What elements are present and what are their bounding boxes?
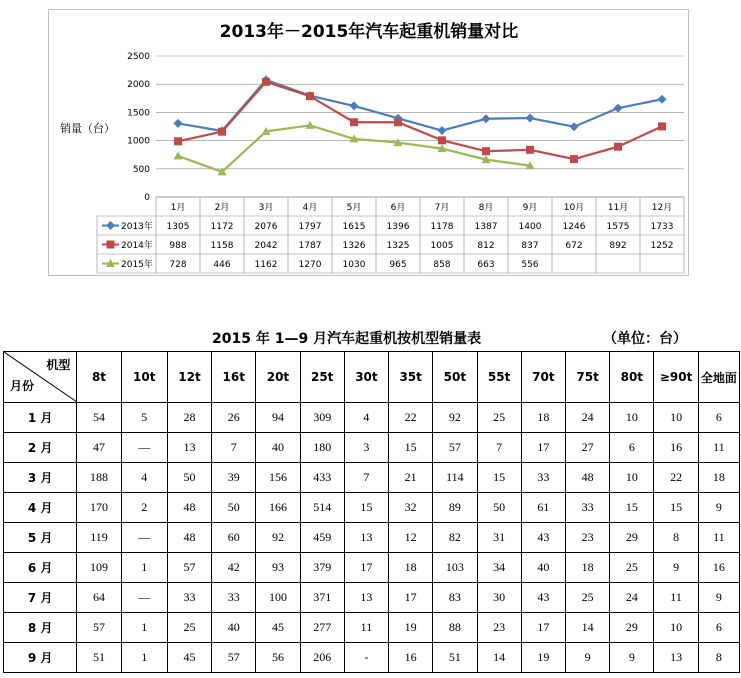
data-point — [482, 114, 491, 123]
table-cell: 18 — [521, 403, 565, 433]
row-month-label: 7 月 — [4, 583, 77, 613]
data-point — [438, 136, 446, 144]
data-label: 1162 — [254, 260, 278, 270]
table-cell: 50 — [212, 493, 256, 523]
corner-model-label: 机型 — [46, 358, 71, 372]
table-cell: 48 — [167, 523, 211, 553]
legend-label: 2013年 — [121, 222, 153, 232]
table-cell: 18 — [698, 463, 739, 493]
data-label: 1246 — [562, 222, 586, 232]
column-header: 12t — [167, 352, 211, 403]
table-cell: 27 — [565, 433, 609, 463]
table-cell: 180 — [300, 433, 344, 463]
data-label: 1797 — [298, 222, 322, 232]
data-point — [438, 126, 447, 135]
data-label: 892 — [609, 241, 627, 251]
table-corner-header — [4, 352, 77, 403]
row-month-label: 1 月 — [4, 403, 77, 433]
table-cell: 43 — [521, 523, 565, 553]
table-cell: 166 — [256, 493, 300, 523]
table-cell: 14 — [477, 643, 521, 673]
x-tick-label: 1月 — [170, 203, 186, 213]
legend-label: 2014年 — [121, 241, 153, 251]
table-cell: 103 — [433, 553, 477, 583]
column-header: 25t — [300, 352, 344, 403]
table-cell: 19 — [521, 643, 565, 673]
table-cell: 6 — [610, 433, 654, 463]
table-cell: 13 — [344, 523, 388, 553]
table-cell: 45 — [256, 613, 300, 643]
table-cell: 4 — [344, 403, 388, 433]
data-label: 1030 — [342, 260, 366, 270]
table-cell: 30 — [477, 583, 521, 613]
data-point — [262, 78, 270, 86]
table-cell: 1 — [121, 613, 167, 643]
data-point — [658, 95, 667, 104]
data-label: 1325 — [386, 241, 410, 251]
data-label: 1178 — [430, 222, 454, 232]
table-cell: 7 — [212, 433, 256, 463]
table-cell: 43 — [521, 583, 565, 613]
table-cell: 25 — [610, 553, 654, 583]
table-cell: 1 — [121, 643, 167, 673]
table-cell: 64 — [77, 583, 121, 613]
x-tick-label: 7月 — [434, 203, 450, 213]
row-month-label: 9 月 — [4, 643, 77, 673]
data-label: 1387 — [474, 222, 498, 232]
table-row — [4, 403, 740, 433]
data-point — [174, 137, 182, 145]
table-cell: 7 — [344, 463, 388, 493]
table-cell: 156 — [256, 463, 300, 493]
x-tick-label: 10月 — [563, 203, 585, 213]
x-tick-label: 5月 — [346, 203, 362, 213]
table-header-row — [4, 352, 740, 403]
table-cell: 4 — [121, 463, 167, 493]
table-cell: 277 — [300, 613, 344, 643]
table-cell: 50 — [167, 463, 211, 493]
model-sales-table — [3, 351, 740, 673]
table-cell: 10 — [610, 403, 654, 433]
table-title: 2015 年 1—9 月汽车起重机按机型销量表 — [212, 331, 482, 347]
table-cell: 92 — [256, 523, 300, 553]
table-cell: 33 — [521, 463, 565, 493]
column-header: 80t — [610, 352, 654, 403]
table-cell: — — [121, 433, 167, 463]
table-row — [4, 583, 740, 613]
table-cell: 11 — [654, 583, 698, 613]
data-label: 1305 — [166, 222, 190, 232]
table-cell: 15 — [477, 463, 521, 493]
table-cell: 57 — [212, 643, 256, 673]
data-label: 837 — [521, 241, 539, 251]
data-label: 1005 — [430, 241, 454, 251]
table-cell: 18 — [565, 553, 609, 583]
table-cell: 60 — [212, 523, 256, 553]
column-header: 10t — [121, 352, 167, 403]
table-cell: 54 — [77, 403, 121, 433]
table-cell: 23 — [477, 613, 521, 643]
data-label: 2042 — [254, 241, 278, 251]
x-tick-label: 8月 — [478, 203, 494, 213]
table-cell: 33 — [212, 583, 256, 613]
table-cell: 433 — [300, 463, 344, 493]
sales-line-chart — [49, 10, 690, 277]
table-cell: 32 — [389, 493, 433, 523]
table-cell: 25 — [565, 583, 609, 613]
table-unit: （单位：台） — [603, 331, 687, 347]
table-row — [4, 433, 740, 463]
data-point — [218, 128, 226, 136]
table-cell: 40 — [521, 553, 565, 583]
column-header: 全地面 — [698, 352, 739, 403]
table-cell: 17 — [521, 433, 565, 463]
table-cell: 31 — [477, 523, 521, 553]
table-cell: 48 — [565, 463, 609, 493]
table-cell: 15 — [654, 493, 698, 523]
data-point — [482, 147, 490, 155]
table-cell: 16 — [389, 643, 433, 673]
y-tick-label: 2500 — [127, 52, 150, 62]
table-cell: 206 — [300, 643, 344, 673]
table-cell: 57 — [77, 613, 121, 643]
table-cell: 9 — [698, 583, 739, 613]
data-label: 1733 — [650, 222, 674, 232]
data-label: 446 — [213, 260, 231, 270]
table-cell: 6 — [698, 403, 739, 433]
table-cell: 51 — [433, 643, 477, 673]
table-row — [4, 613, 740, 643]
table-cell: 21 — [389, 463, 433, 493]
data-point — [174, 119, 183, 128]
data-label: 1396 — [386, 222, 410, 232]
data-label: 1158 — [210, 241, 234, 251]
table-cell: 89 — [433, 493, 477, 523]
data-label: 1575 — [606, 222, 630, 232]
table-cell: 17 — [344, 553, 388, 583]
table-cell: 33 — [565, 493, 609, 523]
table-cell: 22 — [389, 403, 433, 433]
table-cell: 11 — [344, 613, 388, 643]
series-line-0 — [178, 80, 662, 131]
column-header: 75t — [565, 352, 609, 403]
table-cell: 25 — [167, 613, 211, 643]
x-tick-label: 4月 — [302, 203, 318, 213]
table-cell: 93 — [256, 553, 300, 583]
x-tick-label: 2月 — [214, 203, 230, 213]
table-cell: 18 — [389, 553, 433, 583]
table-cell: 25 — [477, 403, 521, 433]
table-cell: 5 — [121, 403, 167, 433]
table-cell: 15 — [610, 493, 654, 523]
table-row — [4, 643, 740, 673]
table-cell: 3 — [344, 433, 388, 463]
table-cell: 6 — [698, 613, 739, 643]
table-cell: 10 — [654, 403, 698, 433]
table-cell: 170 — [77, 493, 121, 523]
data-point — [614, 104, 623, 113]
table-cell: 10 — [610, 463, 654, 493]
table-cell: 16 — [654, 433, 698, 463]
table-cell: 309 — [300, 403, 344, 433]
y-tick-label: 500 — [132, 164, 150, 175]
table-cell: 9 — [654, 553, 698, 583]
data-label: 858 — [433, 260, 451, 270]
table-cell: 42 — [212, 553, 256, 583]
table-cell: 23 — [565, 523, 609, 553]
table-cell: 51 — [77, 643, 121, 673]
row-month-label: 8 月 — [4, 613, 77, 643]
column-header: 20t — [256, 352, 300, 403]
table-cell: 11 — [698, 433, 739, 463]
table-cell: - — [344, 643, 388, 673]
x-tick-label: 12月 — [651, 203, 673, 213]
table-cell: 514 — [300, 493, 344, 523]
chart-container — [48, 9, 689, 276]
table-cell: 88 — [433, 613, 477, 643]
row-month-label: 3 月 — [4, 463, 77, 493]
y-axis-label: 销量（台） — [60, 122, 115, 135]
data-label: 556 — [521, 260, 539, 270]
legend-label: 2015年 — [121, 260, 153, 270]
column-header: 16t — [212, 352, 256, 403]
data-point — [350, 101, 359, 110]
table-cell: 24 — [565, 403, 609, 433]
table-cell: 12 — [389, 523, 433, 553]
data-label: 2076 — [254, 222, 278, 232]
data-label: 728 — [169, 260, 187, 270]
table-cell: — — [121, 523, 167, 553]
table-cell: 114 — [433, 463, 477, 493]
table-cell: 13 — [344, 583, 388, 613]
data-label: 1252 — [650, 241, 674, 251]
y-tick-label: 1000 — [127, 136, 150, 147]
table-cell: 22 — [654, 463, 698, 493]
data-label: 663 — [477, 260, 495, 270]
table-cell: 50 — [477, 493, 521, 523]
corner-month-label: 月份 — [10, 379, 35, 393]
data-label: 965 — [389, 260, 407, 270]
table-cell: 26 — [212, 403, 256, 433]
table-cell: 15 — [389, 433, 433, 463]
table-cell: 16 — [698, 553, 739, 583]
x-tick-label: 3月 — [258, 203, 274, 213]
legend-marker — [106, 221, 115, 230]
table-cell: 94 — [256, 403, 300, 433]
data-label: 672 — [565, 241, 583, 251]
table-cell: 56 — [256, 643, 300, 673]
data-label: 1326 — [342, 241, 366, 251]
table-cell: 17 — [521, 613, 565, 643]
data-point — [350, 118, 358, 126]
table-cell: 119 — [77, 523, 121, 553]
table-cell: 9 — [565, 643, 609, 673]
table-cell: 109 — [77, 553, 121, 583]
table-cell: 83 — [433, 583, 477, 613]
table-cell: 28 — [167, 403, 211, 433]
data-label: 1400 — [518, 222, 542, 232]
x-tick-label: 9月 — [522, 203, 538, 213]
table-cell: 57 — [167, 553, 211, 583]
table-cell: 45 — [167, 643, 211, 673]
table-cell: 8 — [654, 523, 698, 553]
column-header: 70t — [521, 352, 565, 403]
table-cell: 188 — [77, 463, 121, 493]
data-point — [658, 122, 666, 130]
data-point — [174, 151, 183, 159]
table-cell: 19 — [389, 613, 433, 643]
table-cell: 13 — [167, 433, 211, 463]
data-point — [570, 155, 578, 163]
table-cell: 39 — [212, 463, 256, 493]
table-row — [4, 463, 740, 493]
table-cell: 1 — [121, 553, 167, 583]
data-point — [614, 143, 622, 151]
table-row — [4, 493, 740, 523]
data-point — [526, 146, 534, 154]
data-point — [394, 118, 402, 126]
x-tick-label: 6月 — [390, 203, 406, 213]
table-cell: 57 — [433, 433, 477, 463]
table-cell: 33 — [167, 583, 211, 613]
column-header: 50t — [433, 352, 477, 403]
chart-title: 2013年－2015年汽车起重机销量对比 — [219, 22, 519, 42]
column-header: 30t — [344, 352, 388, 403]
column-header: 55t — [477, 352, 521, 403]
table-cell: 40 — [256, 433, 300, 463]
table-cell: 7 — [477, 433, 521, 463]
table-cell: 47 — [77, 433, 121, 463]
table-cell: 2 — [121, 493, 167, 523]
table-row — [4, 523, 740, 553]
table-cell: 13 — [654, 643, 698, 673]
data-point — [570, 122, 579, 131]
table-cell: 379 — [300, 553, 344, 583]
table-cell: 371 — [300, 583, 344, 613]
table-cell: 9 — [610, 643, 654, 673]
table-cell: 29 — [610, 523, 654, 553]
table-cell: 9 — [698, 493, 739, 523]
table-cell: 10 — [654, 613, 698, 643]
data-point — [526, 114, 535, 123]
table-cell: 34 — [477, 553, 521, 583]
table-cell: 29 — [610, 613, 654, 643]
data-label: 1615 — [342, 222, 366, 232]
table-cell: 459 — [300, 523, 344, 553]
table-row — [4, 553, 740, 583]
table-cell: 15 — [344, 493, 388, 523]
legend-marker — [107, 241, 115, 249]
row-month-label: 5 月 — [4, 523, 77, 553]
row-month-label: 2 月 — [4, 433, 77, 463]
table-cell: 14 — [565, 613, 609, 643]
data-point — [306, 92, 314, 100]
table-cell: 24 — [610, 583, 654, 613]
table-cell: — — [121, 583, 167, 613]
table-title-bar — [0, 328, 741, 348]
table-cell: 61 — [521, 493, 565, 523]
data-label: 812 — [477, 241, 495, 251]
column-header: 8t — [77, 352, 121, 403]
data-label: 1787 — [298, 241, 322, 251]
table-cell: 17 — [389, 583, 433, 613]
data-label: 1172 — [210, 222, 234, 232]
table-cell: 8 — [698, 643, 739, 673]
y-tick-label: 0 — [144, 193, 150, 203]
row-month-label: 6 月 — [4, 553, 77, 583]
x-tick-label: 11月 — [607, 203, 629, 213]
y-tick-label: 2000 — [127, 80, 150, 91]
y-tick-label: 1500 — [127, 108, 150, 119]
table-cell: 40 — [212, 613, 256, 643]
data-label: 988 — [169, 241, 187, 251]
column-header: 35t — [389, 352, 433, 403]
data-label: 1270 — [298, 260, 322, 270]
row-month-label: 4 月 — [4, 493, 77, 523]
table-cell: 11 — [698, 523, 739, 553]
column-header: ≥90t — [654, 352, 698, 403]
table-cell: 48 — [167, 493, 211, 523]
table-cell: 82 — [433, 523, 477, 553]
table-cell: 100 — [256, 583, 300, 613]
table-cell: 92 — [433, 403, 477, 433]
